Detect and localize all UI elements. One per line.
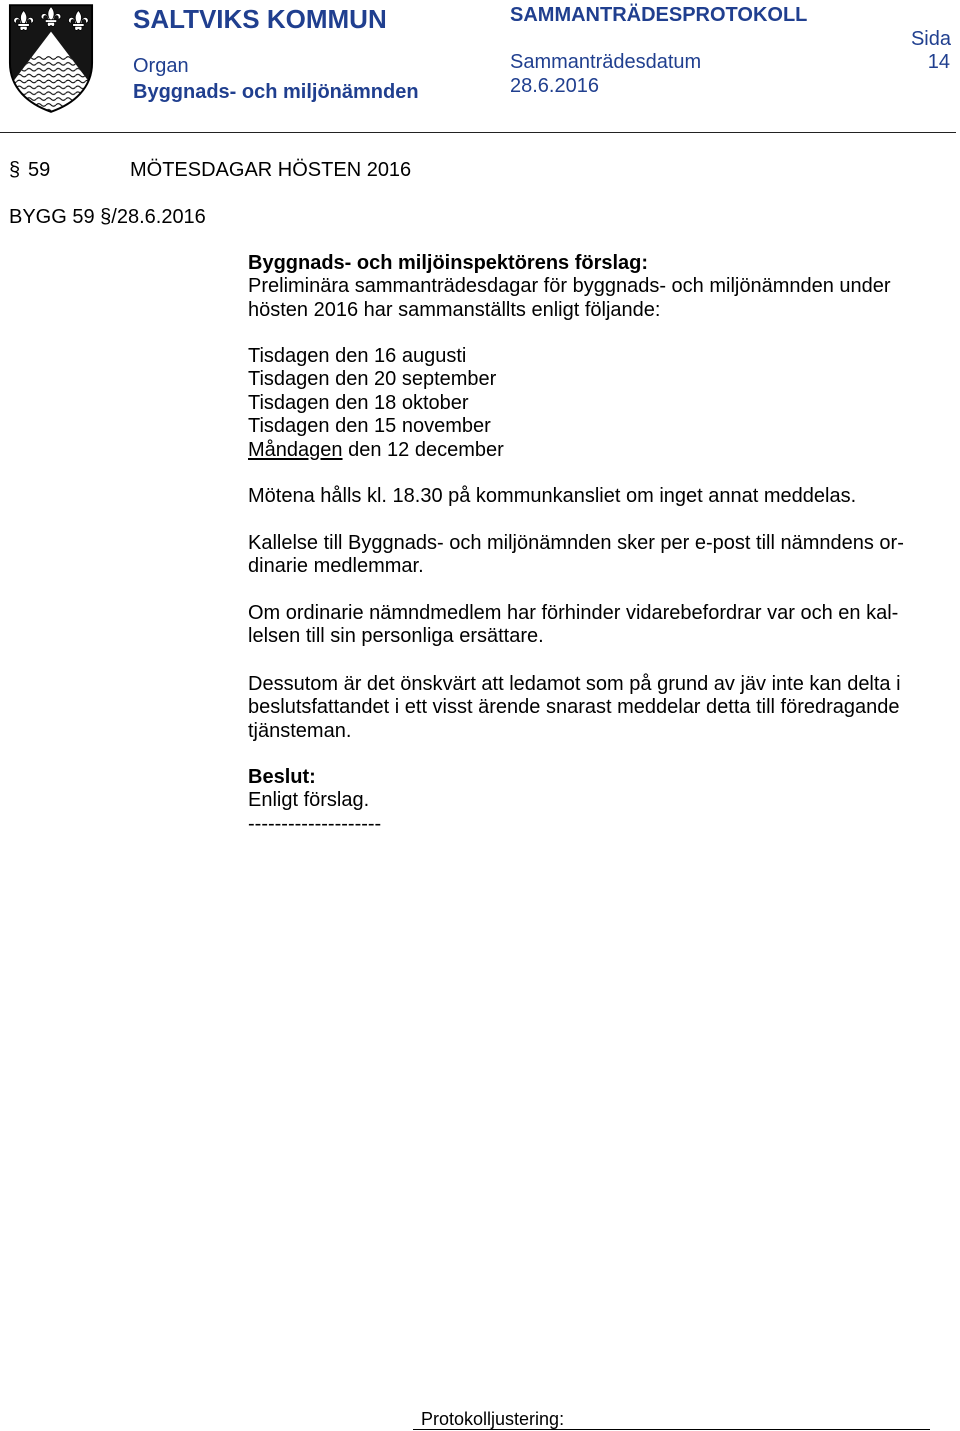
meeting-date-text: den 12 december (348, 438, 504, 461)
section-symbol: § (9, 158, 21, 181)
list-item (248, 439, 504, 463)
paragraph-line: tjänsteman. (248, 719, 352, 742)
meeting-date-text: den 16 augusti (335, 344, 467, 367)
paragraph (248, 485, 856, 509)
organ-label: Organ (133, 54, 189, 77)
coat-of-arms-logo (7, 2, 95, 114)
list-item (248, 345, 504, 369)
document-type: SAMMANTRÄDESPROTOKOLL (510, 3, 808, 26)
meeting-weekday: Tisdagen (248, 368, 330, 391)
organ-name: Byggnads- och miljönämnden (133, 80, 419, 103)
section-title: MÖTESDAGAR HÖSTEN 2016 (130, 158, 412, 181)
proposal-intro-line: hösten 2016 har sammanställts enligt följande: (248, 298, 661, 321)
paragraph (248, 532, 904, 579)
paragraph-line: Kallelse till Byggnads- och miljönämnden sker per e-post till nämndens or- (248, 531, 904, 554)
proposal-intro-line: Preliminära sammanträdesdagar för byggnads- och miljönämnden under (248, 275, 891, 298)
decision-separator: -------------------- (248, 812, 382, 835)
meeting-date-text: den 18 oktober (335, 391, 469, 414)
paragraph (248, 673, 901, 744)
paragraph (248, 602, 898, 649)
paragraph-line: beslutsfattandet i ett visst ärende snarast meddelar detta till föredragande (248, 696, 900, 719)
meeting-weekday: Tisdagen (248, 344, 330, 367)
page-number: 14 (927, 50, 950, 73)
section-reference: BYGG 59 §/28.6.2016 (9, 205, 206, 228)
section-number: 59 (28, 158, 51, 181)
list-item (248, 368, 504, 392)
meeting-weekday: Tisdagen (248, 391, 330, 414)
page-label: Sida (910, 27, 951, 50)
paragraph-line: Mötena hålls kl. 18.30 på kommunkansliet om inget annat meddelas. (248, 484, 857, 507)
signature-line (413, 1429, 930, 1430)
meeting-date: 28.6.2016 (510, 74, 599, 97)
paragraph-line: Dessutom är det önskvärt att ledamot som på grund av jäv inte kan delta i (248, 672, 901, 695)
proposal-heading: Byggnads- och miljöinspektörens förslag: (248, 251, 649, 274)
proposal-block (248, 252, 891, 323)
list-item (248, 392, 504, 416)
footer-label: Protokolljustering: (421, 1408, 565, 1429)
meeting-dates-list (248, 345, 504, 463)
decision-text: Enligt förslag. (248, 789, 370, 812)
decision-block (248, 766, 381, 837)
meeting-weekday: Måndagen (248, 438, 343, 461)
meeting-date-label: Sammanträdesdatum (510, 50, 702, 73)
list-item (248, 415, 504, 439)
meeting-date-text: den 20 september (335, 368, 497, 391)
decision-heading: Beslut: (248, 765, 316, 788)
header-divider (0, 132, 956, 133)
meeting-weekday: Tisdagen (248, 415, 330, 438)
paragraph-line: dinarie medlemmar. (248, 555, 424, 578)
paragraph-line: lelsen till sin personliga ersättare. (248, 625, 544, 648)
meeting-date-text: den 15 november (335, 415, 491, 438)
paragraph-line: Om ordinarie nämndmedlem har förhinder vidarebefordrar var och en kal- (248, 601, 899, 624)
municipality-name: SALTVIKS KOMMUN (133, 4, 387, 34)
